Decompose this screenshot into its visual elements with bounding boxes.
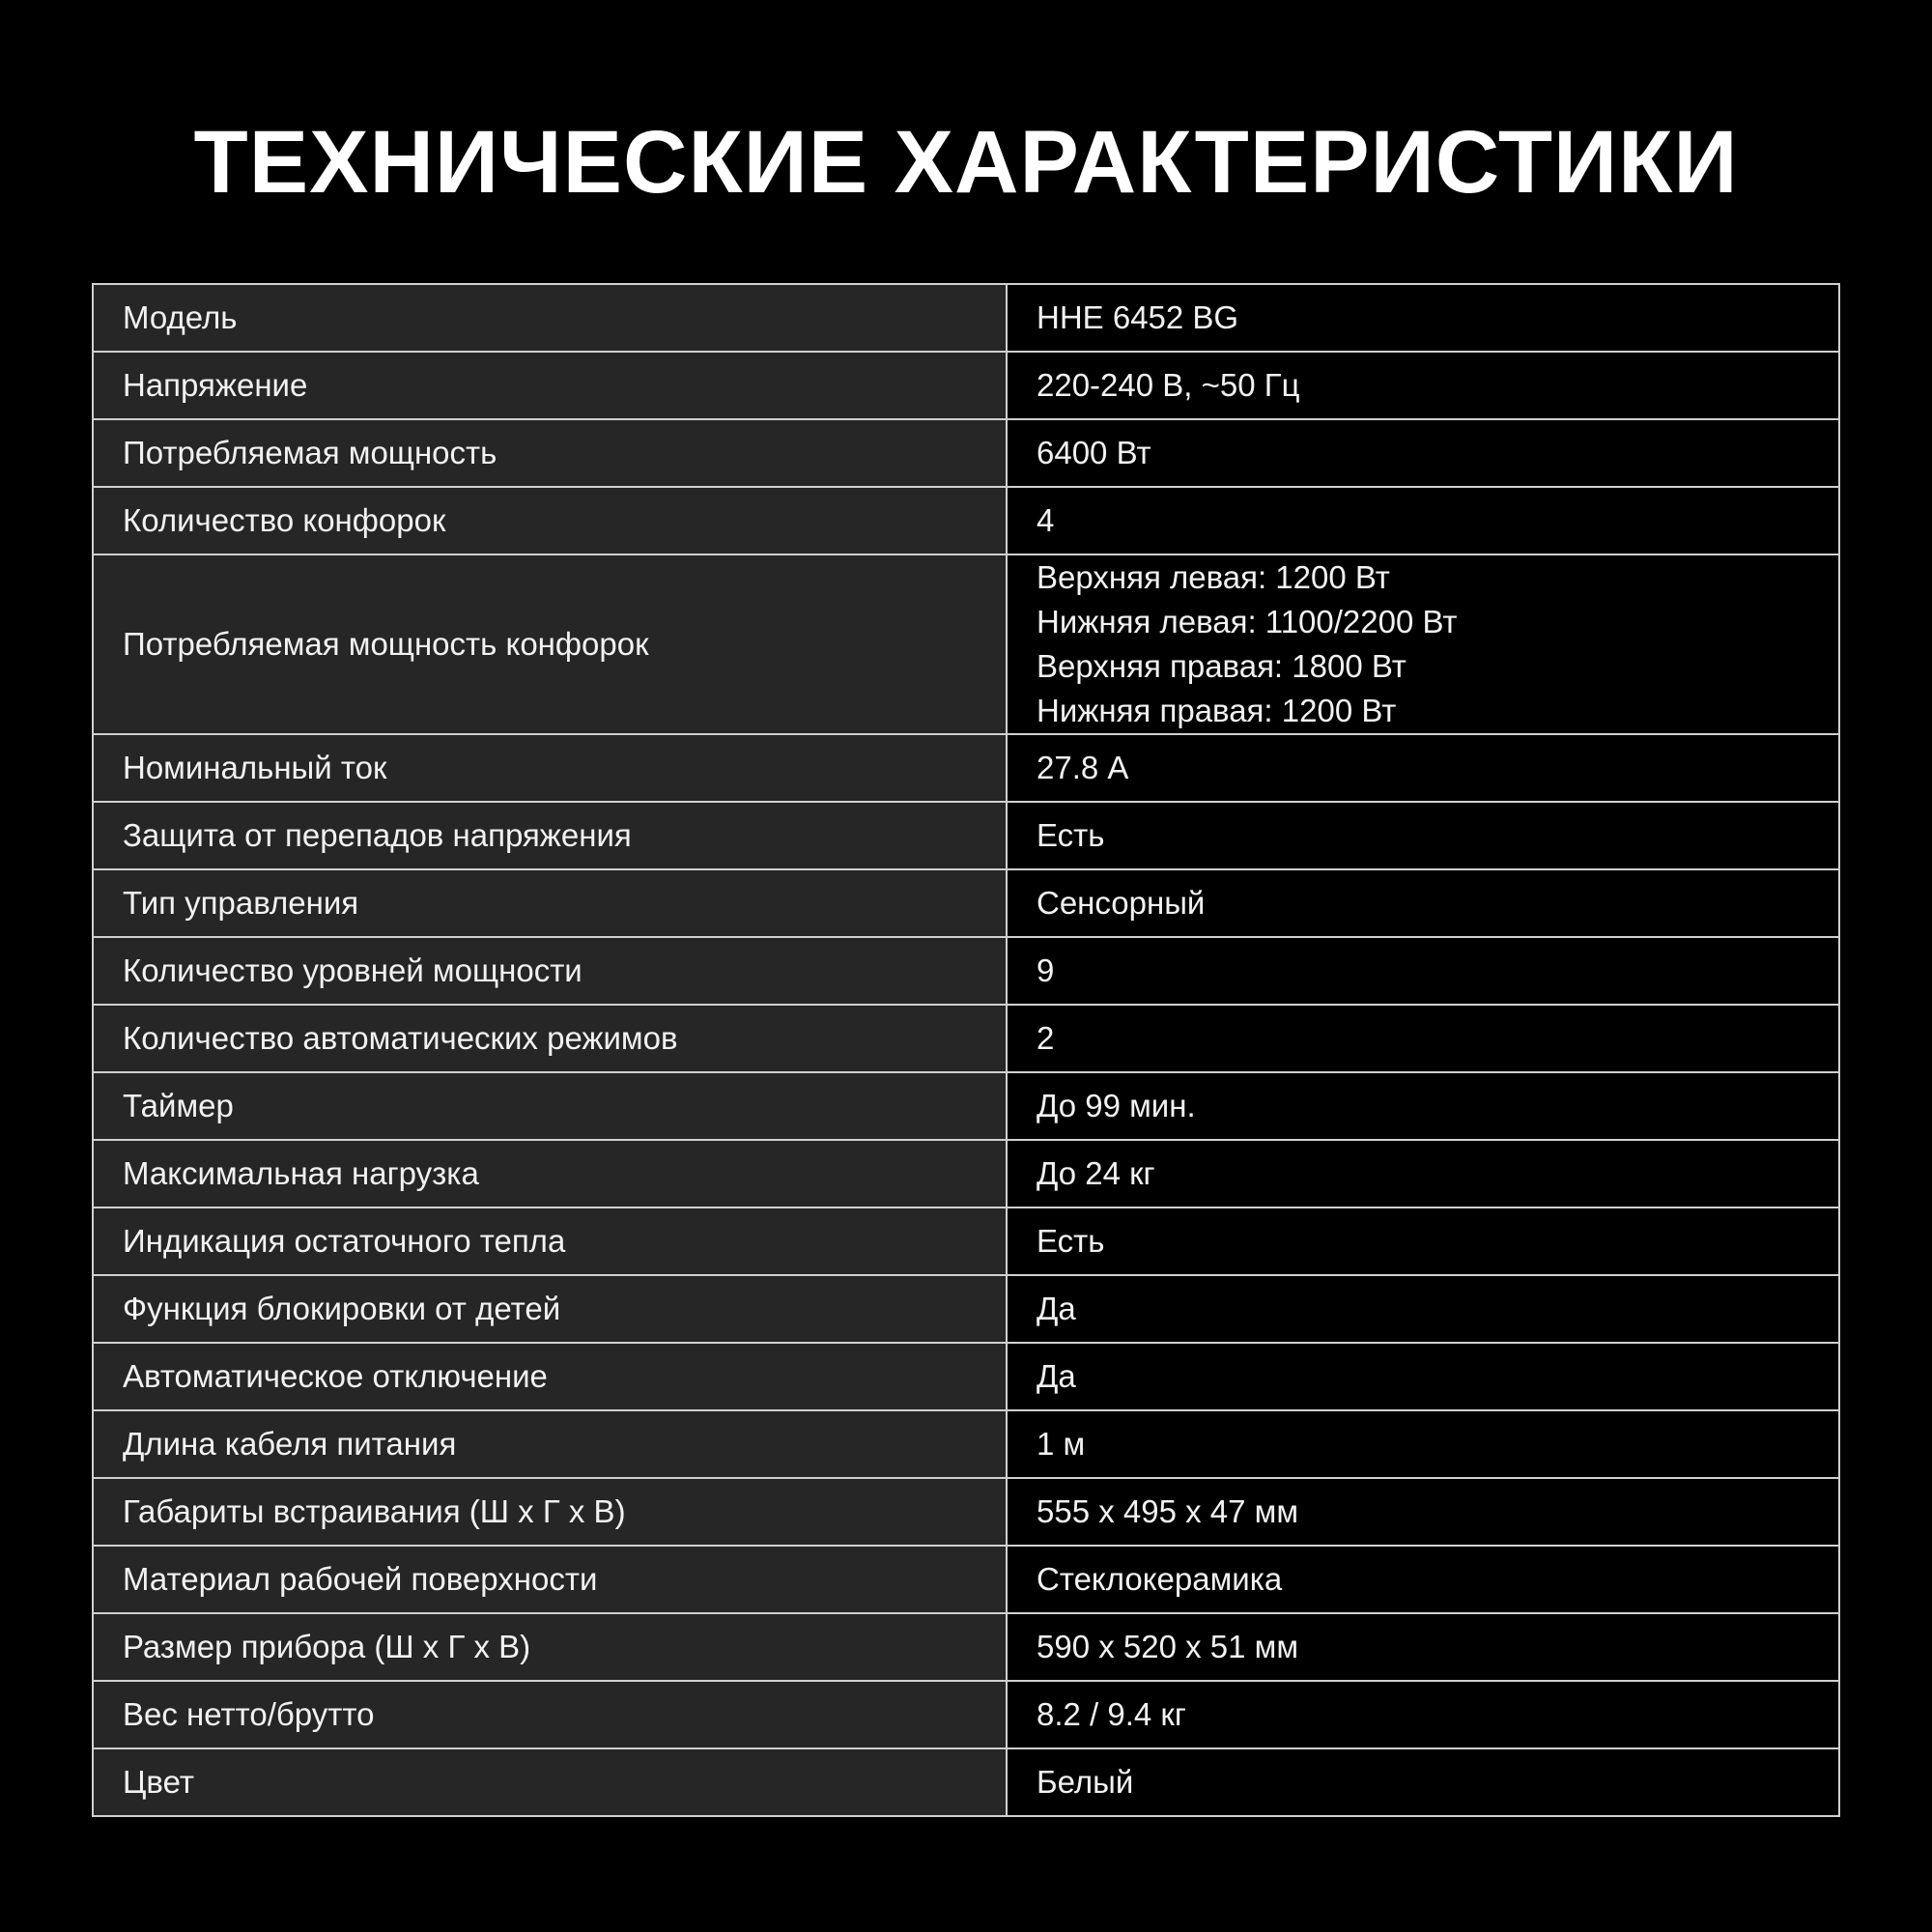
table-row [93, 1546, 1839, 1613]
spec-value: Белый [1007, 1748, 1839, 1816]
spec-value: Да [1007, 1343, 1839, 1410]
spec-label: Таймер [93, 1072, 1007, 1140]
table-row [93, 869, 1839, 937]
table-row [93, 802, 1839, 869]
table-row [93, 1748, 1839, 1816]
spec-label: Размер прибора (Ш х Г х В) [93, 1613, 1007, 1681]
spec-value: Есть [1007, 1208, 1839, 1275]
table-row [93, 1343, 1839, 1410]
spec-value: 220-240 В, ~50 Гц [1007, 352, 1839, 419]
spec-value: Сенсорный [1007, 869, 1839, 937]
spec-label: Количество уровней мощности [93, 937, 1007, 1005]
burner-power-line: Верхняя левая: 1200 Вт [1037, 559, 1390, 595]
spec-value: Стеклокерамика [1007, 1546, 1839, 1613]
burner-power-line: Нижняя левая: 1100/2200 Вт [1037, 604, 1458, 639]
spec-value: До 99 мин. [1007, 1072, 1839, 1140]
spec-label: Защита от перепадов напряжения [93, 802, 1007, 869]
page-title: ТЕХНИЧЕСКИЕ ХАРАКТЕРИСТИКИ [193, 113, 1739, 212]
table-row [93, 1478, 1839, 1546]
spec-label: Индикация остаточного тепла [93, 1208, 1007, 1275]
spec-label: Габариты встраивания (Ш х Г х В) [93, 1478, 1007, 1546]
spec-label: Длина кабеля питания [93, 1410, 1007, 1478]
spec-label: Потребляемая мощность [93, 419, 1007, 487]
spec-label: Максимальная нагрузка [93, 1140, 1007, 1208]
spec-label: Потребляемая мощность конфорок [93, 554, 1007, 734]
spec-value: 2 [1007, 1005, 1839, 1072]
spec-value: Да [1007, 1275, 1839, 1343]
spec-label: Напряжение [93, 352, 1007, 419]
spec-value: 555 х 495 х 47 мм [1007, 1478, 1839, 1546]
table-row [93, 352, 1839, 419]
table-row [93, 1275, 1839, 1343]
spec-value: 9 [1007, 937, 1839, 1005]
table-row [93, 1681, 1839, 1748]
spec-value: 590 х 520 х 51 мм [1007, 1613, 1839, 1681]
table-row [93, 1072, 1839, 1140]
spec-value-multiline [1007, 554, 1839, 734]
burner-power-line: Нижняя правая: 1200 Вт [1037, 693, 1397, 728]
burner-power-line: Верхняя правая: 1800 Вт [1037, 648, 1406, 684]
table-row [93, 1410, 1839, 1478]
spec-label: Функция блокировки от детей [93, 1275, 1007, 1343]
spec-label: Номинальный ток [93, 734, 1007, 802]
spec-value: 6400 Вт [1007, 419, 1839, 487]
spec-value: 1 м [1007, 1410, 1839, 1478]
spec-value: 27.8 А [1007, 734, 1839, 802]
spec-label: Количество конфорок [93, 487, 1007, 554]
table-row [93, 734, 1839, 802]
spec-label: Тип управления [93, 869, 1007, 937]
table-row [93, 1208, 1839, 1275]
spec-label: Материал рабочей поверхности [93, 1546, 1007, 1613]
spec-value: До 24 кг [1007, 1140, 1839, 1208]
spec-label: Количество автоматических режимов [93, 1005, 1007, 1072]
spec-value: 8.2 / 9.4 кг [1007, 1681, 1839, 1748]
spec-value: 4 [1007, 487, 1839, 554]
spec-value: Есть [1007, 802, 1839, 869]
table-row [93, 284, 1839, 352]
table-row [93, 1613, 1839, 1681]
table-row [93, 487, 1839, 554]
table-row [93, 1005, 1839, 1072]
spec-label: Цвет [93, 1748, 1007, 1816]
spec-value: HHE 6452 BG [1007, 284, 1839, 352]
spec-label: Автоматическое отключение [93, 1343, 1007, 1410]
table-row [93, 937, 1839, 1005]
table-row [93, 1140, 1839, 1208]
table-row [93, 419, 1839, 487]
table-row [93, 554, 1839, 734]
specifications-table [92, 283, 1840, 1817]
spec-label: Модель [93, 284, 1007, 352]
spec-label: Вес нетто/брутто [93, 1681, 1007, 1748]
